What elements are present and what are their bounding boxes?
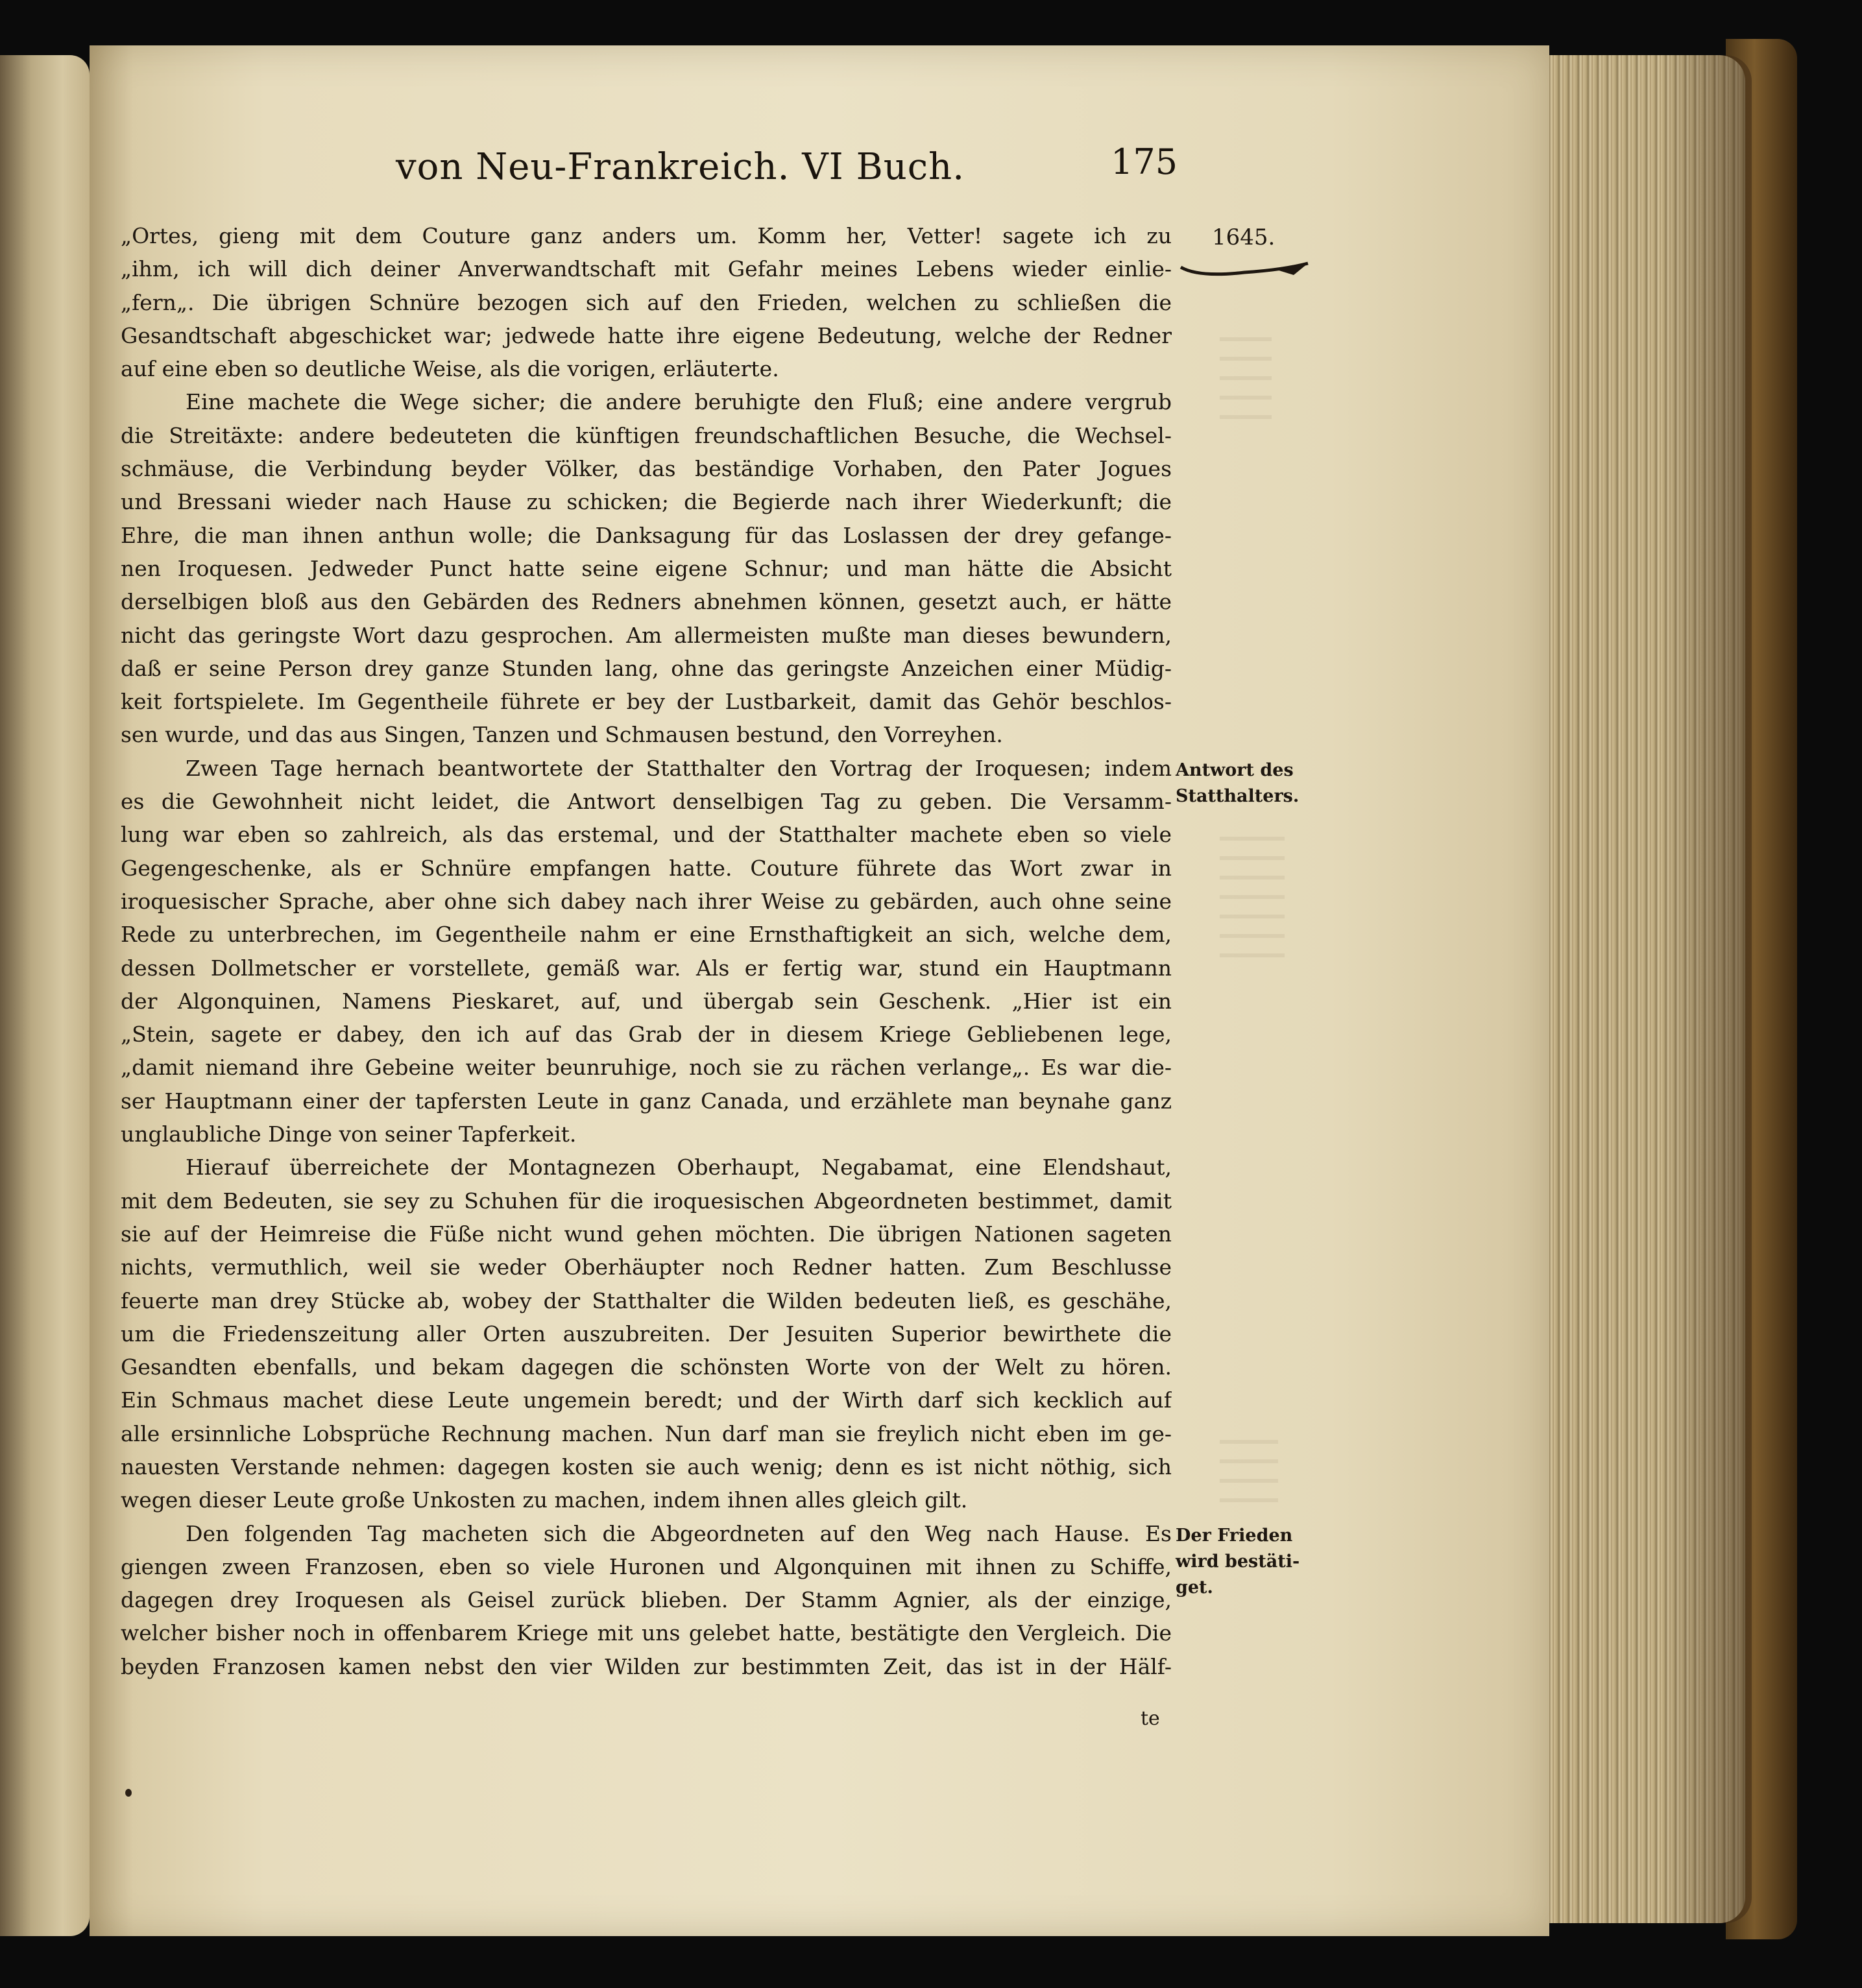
margin-note-line: get. <box>1176 1577 1213 1598</box>
text-line: dagegen drey Iroquesen als Geisel zurück blieben. Der Stamm Agnier, als der einzige, <box>121 1587 1172 1613</box>
text-line: giengen zween Franzosen, eben so viele Huronen und Algonquinen mit ihnen zu Schiffe, <box>121 1553 1172 1579</box>
text-line: Eine machete die Wege sicher; die andere beruhigte den Fluß; eine andere vergrub <box>186 389 1172 415</box>
page-stack-shadow <box>1661 55 1752 1923</box>
text-line: unglaubliche Dinge von seiner Tapferkeit. <box>121 1121 577 1147</box>
text-line: und Bressani wieder nach Hause zu schicken; die Begierde nach ihrer Wiederkunft; die <box>121 489 1172 515</box>
catchword: te <box>1141 1707 1160 1730</box>
text-line: welcher bisher noch in offenbarem Kriege mit uns gelebet hatte, bestätigte den Vergleich. Die <box>121 1620 1172 1646</box>
margin-note-line: Statthalters. <box>1176 786 1300 806</box>
margin-note-line: wird bestäti- <box>1176 1551 1300 1572</box>
margin-note-line: Antwort des <box>1176 760 1294 780</box>
text-line: derselbigen bloß aus den Gebärden des Redners abnehmen können, gesetzt auch, er hätte <box>121 589 1172 615</box>
text-line: nen Iroquesen. Jedweder Punct hatte seine eigene Schnur; und man hätte die Absicht <box>121 555 1172 581</box>
text-line: feuerte man drey Stücke ab, wobey der Statthalter die Wilden bedeuten ließ, es geschähe, <box>121 1287 1172 1313</box>
text-line: die Streitäxte: andere bedeuteten die künftigen freundschaftlichen Besuche, die Wechsel- <box>121 422 1172 448</box>
margin-year: 1645. <box>1212 224 1276 250</box>
text-line: daß er seine Person drey ganze Stunden lang, ohne das geringste Anzeichen einer Müdig- <box>121 655 1172 681</box>
text-line: Gesandten ebenfalls, und bekam dagegen die schönsten Worte von der Welt zu hören. <box>121 1354 1172 1380</box>
text-line: alle ersinnliche Lobsprüche Rechnung machen. Nun darf man sie freylich nicht eben im ge- <box>121 1420 1172 1446</box>
text-line: es die Gewohnheit nicht leidet, die Antwort denselbigen Tag zu geben. Die Versamm- <box>121 789 1172 815</box>
text-line: dessen Dollmetscher er vorstellete, gemäß war. Als er fertig war, stund ein Hauptmann <box>121 955 1172 981</box>
text-line: „ihm, ich will dich deiner Anverwandtschaft mit Gefahr meines Lebens wieder einlie- <box>121 256 1172 282</box>
body-text <box>121 219 1172 1683</box>
margin-note-peace <box>1176 1523 1300 1601</box>
text-line: ser Hauptmann einer der tapfersten Leute in ganz Canada, und erzählete man beynahe ganz <box>121 1088 1172 1114</box>
text-line: Ehre, die man ihnen anthun wolle; die Danksagung für das Loslassen der drey gefange- <box>121 522 1172 548</box>
text-line: Hierauf überreichete der Montagnezen Oberhaupt, Negabamat, eine Elendshaut, <box>186 1155 1172 1180</box>
show-through-marks <box>1220 837 1285 966</box>
text-line: beyden Franzosen kamen nebst den vier Wilden zur bestimmten Zeit, das ist in der Hälf- <box>121 1653 1172 1679</box>
page-number: 175 <box>1111 141 1178 182</box>
text-line: Rede zu unterbrechen, im Gegentheile nahm er eine Ernsthaftigkeit an sich, welche dem, <box>121 922 1172 948</box>
text-line: keit fortspielete. Im Gegentheile führete er bey der Lustbarkeit, damit das Gehör beschlos- <box>121 689 1172 715</box>
text-line: lung war eben so zahlreich, als das erstemal, und der Statthalter machete eben so viele <box>121 822 1172 848</box>
text-line: „Ortes, gieng mit dem Couture ganz anders um. Komm her, Vetter! sagete ich zu <box>121 223 1172 248</box>
running-title: von Neu-Frankreich. VI Buch. <box>396 146 965 188</box>
text-line: auf eine eben so deutliche Weise, als die vorigen, erläuterte. <box>121 356 779 382</box>
text-line: sie auf der Heimreise die Füße nicht wund gehen möchten. Die übrigen Nationen sageten <box>121 1221 1172 1247</box>
text-line: um die Friedenszeitung aller Orten auszubreiten. Der Jesuiten Superior bewirthete die <box>121 1321 1172 1347</box>
text-line: schmäuse, die Verbindung beyder Völker, das beständige Vorhaben, den Pater Jogues <box>121 456 1172 482</box>
text-line: mit dem Bedeuten, sie sey zu Schuhen für die iroquesischen Abgeordneten bestimmet, damit <box>121 1188 1172 1214</box>
text-line: Ein Schmaus machet diese Leute ungemein beredt; und der Wirth darf sich kecklich auf <box>121 1387 1172 1413</box>
text-line: sen wurde, und das aus Singen, Tanzen und Schmausen bestund, den Vorreyhen. <box>121 722 1003 748</box>
show-through-marks <box>1220 1440 1278 1518</box>
text-line: „Stein, sagete er dabey, den ich auf das Grab der in diesem Kriege Gebliebenen lege, <box>121 1022 1172 1048</box>
text-line: nichts, vermuthlich, weil sie weder Oberhäupter noch Redner hatten. Zum Beschlusse <box>121 1254 1172 1280</box>
text-line: Gegengeschenke, als er Schnüre empfangen hatte. Couture führete das Wort zwar in <box>121 855 1172 881</box>
text-line: Gesandtschaft abgeschicket war; jedwede hatte ihre eigene Bedeutung, welche der Redner <box>121 322 1172 348</box>
margin-note-reply <box>1176 758 1299 809</box>
ink-dot <box>125 1789 132 1797</box>
text-line: wegen dieser Leute große Unkosten zu machen, indem ihnen alles gleich gilt. <box>121 1487 968 1513</box>
previous-page-edge <box>0 55 90 1936</box>
text-line: der Algonquinen, Namens Pieskaret, auf, und übergab sein Geschenk. „Hier ist ein <box>121 988 1172 1014</box>
text-line: nauesten Verstande nehmen: dagegen kosten sie auch wenig; denn es ist nicht nöthig, sich <box>121 1454 1172 1479</box>
show-through-marks <box>1220 337 1272 428</box>
flourish-ornament <box>1179 256 1309 281</box>
text-line: iroquesischer Sprache, aber ohne sich dabey nach ihrer Weise zu gebärden, auch ohne seine <box>121 888 1172 914</box>
text-line: „fern„. Die übrigen Schnüre bezogen sich auf den Frieden, welchen zu schließen die <box>121 289 1172 315</box>
text-line: nicht das geringste Wort dazu gesprochen. Am allermeisten mußte man dieses bewundern, <box>121 622 1172 648</box>
text-line: Den folgenden Tag macheten sich die Abgeordneten auf den Weg nach Hause. Es <box>186 1520 1172 1546</box>
text-line: „damit niemand ihre Gebeine weiter beunruhige, noch sie zu rächen verlange„. Es war die- <box>121 1055 1172 1081</box>
text-line: Zween Tage hernach beantwortete der Statthalter den Vortrag der Iroquesen; indem <box>186 755 1172 781</box>
margin-note-line: Der Frieden <box>1176 1526 1293 1546</box>
